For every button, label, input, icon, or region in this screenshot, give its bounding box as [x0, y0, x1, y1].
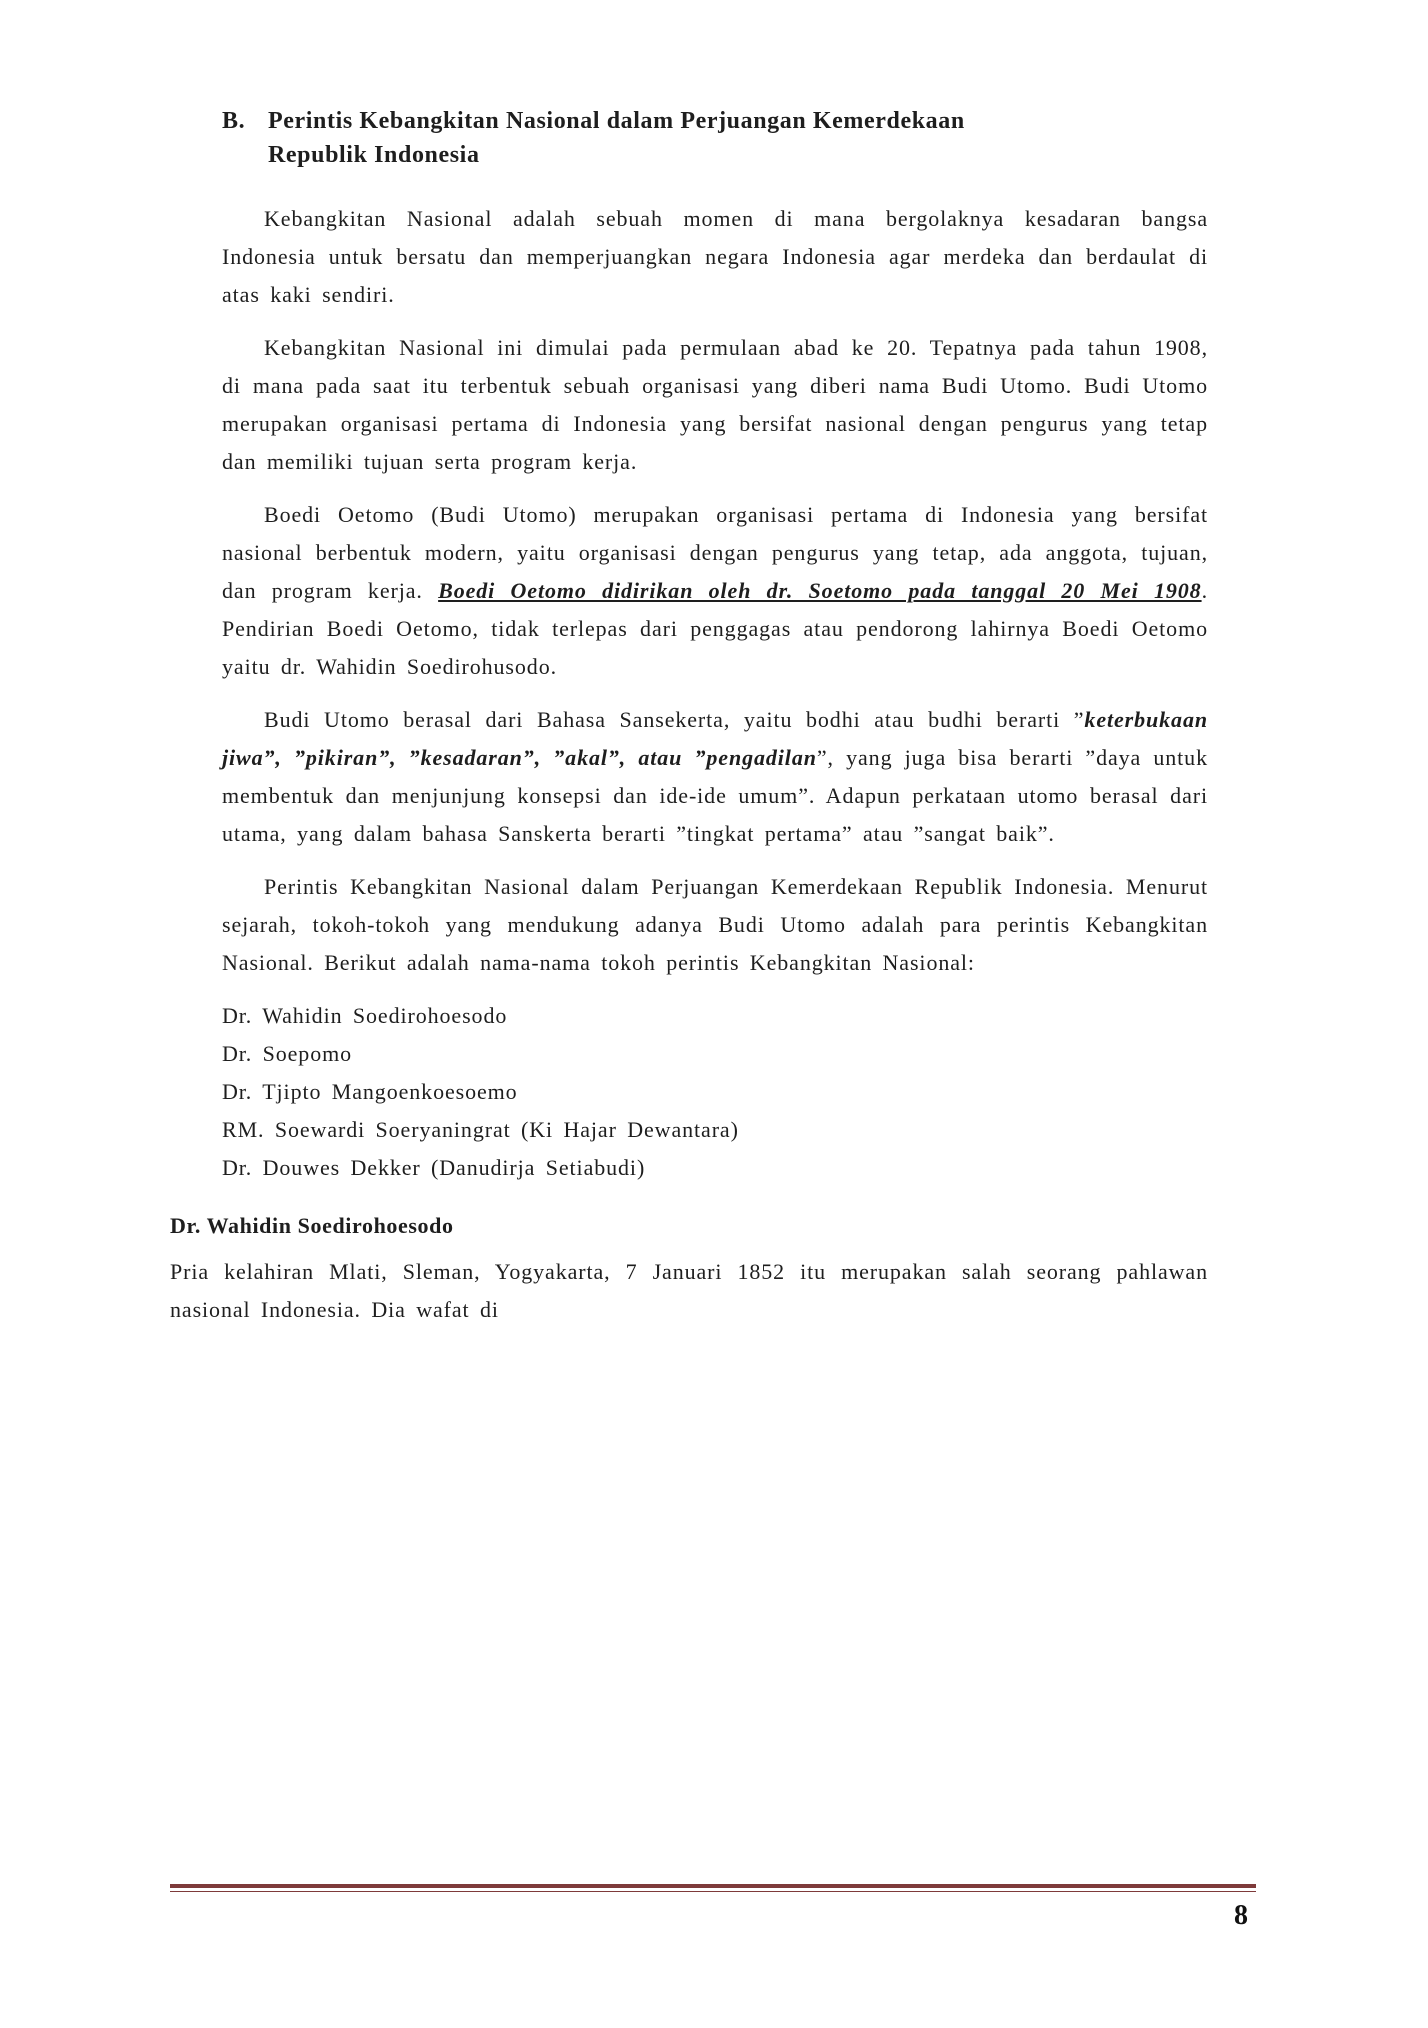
paragraph-3-emphasis: Boedi Oetomo didirikan oleh dr. Soetomo pada tanggal 20 Mei 1908	[438, 578, 1202, 603]
section-b	[222, 104, 1208, 1187]
paragraph-3-text-2: . Pendirian Boedi Oetomo, tidak terlepas dari penggagas atau pendorong lahirnya Boedi Oetomo yaitu dr. Wahidin Soedirohusodo.	[222, 578, 1208, 679]
subheading: Dr. Wahidin Soedirohoesodo	[170, 1213, 454, 1238]
heading-text	[268, 104, 1208, 172]
paragraph-2: Kebangkitan Nasional ini dimulai pada permulaan abad ke 20. Tepatnya pada tahun 1908, di mana pada saat itu terbentuk sebuah organisasi yang diberi nama Budi Utomo. Budi Utomo merupakan organisasi pertama di Indonesia yang bersifat nasional dengan pengurus yang tetap dan memiliki tujuan serta program kerja.	[222, 335, 1208, 474]
paragraph-5: Perintis Kebangkitan Nasional dalam Perjuangan Kemerdekaan Republik Indonesia. Menurut sejarah, tokoh-tokoh yang mendukung adanya Budi Utomo adalah para perintis Kebangkitan Nasional. Berikut adalah nama-nama tokoh perintis Kebangkitan Nasional:	[222, 874, 1208, 975]
list-item: Dr. Douwes Dekker (Danudirja Setiabudi)	[222, 1155, 646, 1180]
page-number: 8	[1234, 1900, 1248, 1931]
paragraph-4	[222, 701, 1208, 853]
paragraph-3	[222, 496, 1208, 686]
section-paragraph: Pria kelahiran Mlati, Sleman, Yogyakarta, 7 Januari 1852 itu merupakan salah seorang pahlawan nasional Indonesia. Dia wafat di	[170, 1259, 1208, 1322]
paragraph-1: Kebangkitan Nasional adalah sebuah momen di mana bergolaknya kesadaran bangsa Indonesia untuk bersatu dan memperjuangkan negara Indonesia agar merdeka dan berdaulat di atas kaki sendiri.	[222, 206, 1208, 307]
paragraph-4-text-1: Budi Utomo berasal dari Bahasa Sansekerta, yaitu bodhi atau budhi berarti ”	[264, 707, 1085, 732]
heading-line-1: Perintis Kebangkitan Nasional dalam Perjuangan Kemerdekaan	[268, 108, 965, 134]
page-footer	[170, 1884, 1256, 1932]
page-content	[170, 104, 1208, 1329]
heading-line-2: Republik Indonesia	[268, 142, 480, 168]
list-item: Dr. Tjipto Mangoenkoesoemo	[222, 1079, 518, 1104]
heading-label: B.	[222, 108, 246, 134]
figure-list	[222, 997, 1208, 1187]
paragraph-4-emphasis: keterbukaan jiwa”, ”pikiran”, ”kesadaran”, ”akal”, atau ”pengadilan	[222, 707, 1208, 770]
paragraph-4-text-2: ”, yang juga bisa berarti ”daya untuk membentuk dan menjunjung konsepsi dan ide-ide umum”. Adapun perkataan utomo berasal dari utama, yang dalam bahasa Sanskerta berarti ”tingkat pertama” atau ”sangat baik”.	[222, 745, 1208, 846]
list-item: RM. Soewardi Soeryaningrat (Ki Hajar Dewantara)	[222, 1117, 739, 1142]
footer-rule	[170, 1884, 1256, 1892]
section-heading	[222, 104, 1208, 172]
list-item: Dr. Soepomo	[222, 1041, 353, 1066]
paragraph-3-text-1: Boedi Oetomo (Budi Utomo) merupakan organisasi pertama di Indonesia yang bersifat nasional berbentuk modern, yaitu organisasi dengan pengurus yang tetap, ada anggota, tujuan, dan program kerja.	[222, 502, 1208, 603]
list-item: Dr. Wahidin Soedirohoesodo	[222, 1003, 508, 1028]
